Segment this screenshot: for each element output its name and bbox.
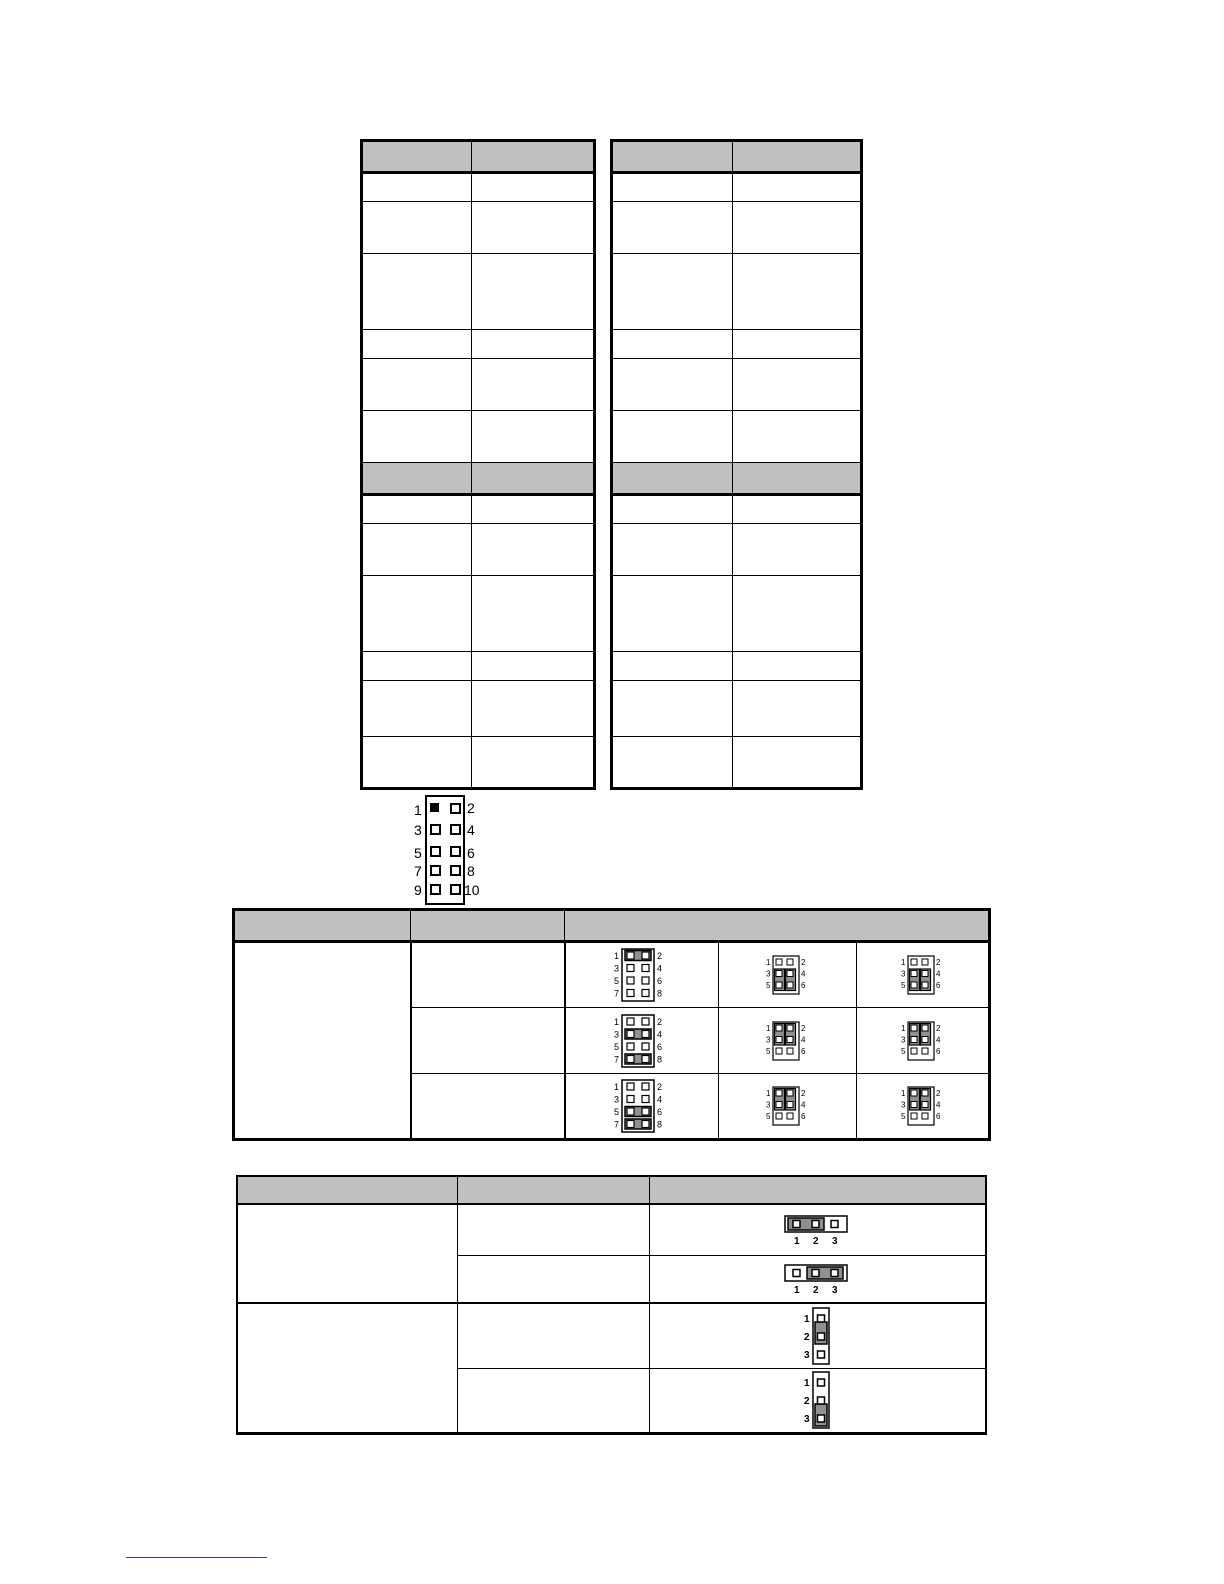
- jumper-8pin-cell: [565, 1074, 719, 1140]
- jumper-6pin-cell: [857, 1008, 990, 1074]
- pin-square: [776, 1102, 782, 1108]
- pin-square: [642, 965, 649, 972]
- pin-number: 3: [900, 1035, 905, 1044]
- pin-number: 3: [613, 963, 619, 974]
- pin-square: [922, 959, 928, 965]
- pin-square: [911, 1090, 917, 1096]
- jumper-8pin-cell: [565, 1008, 719, 1074]
- pin-number: 6: [800, 1112, 805, 1121]
- pin-square: [627, 1055, 634, 1062]
- pin-number: 5: [414, 845, 422, 861]
- pin-square: [818, 1379, 825, 1386]
- pin-square: [642, 1121, 649, 1128]
- pin-square: [642, 1083, 649, 1090]
- pin-square: [793, 1269, 800, 1276]
- pin-square: [831, 1269, 838, 1276]
- pin-square: [911, 1025, 917, 1031]
- jumper-8pin-diagram: [612, 1079, 672, 1133]
- jumper-6pin-diagram: [765, 955, 811, 995]
- pin-square: [627, 990, 634, 997]
- jumper-3pin-vertical-diagram: [797, 1370, 837, 1430]
- pin-number: 2: [813, 1235, 819, 1246]
- pin-number: 2: [935, 958, 940, 967]
- pin-square: [776, 1036, 782, 1042]
- pin-square: [831, 1220, 838, 1227]
- pin-square: [627, 1043, 634, 1050]
- pin-number: 2: [467, 800, 475, 816]
- pin-number: 3: [804, 1349, 810, 1361]
- jumper-3pin-horizontal-cell: [649, 1204, 986, 1255]
- pin-number: 6: [800, 1046, 805, 1056]
- pin-number: 4: [656, 1029, 662, 1039]
- pin-square: [642, 1096, 649, 1103]
- pin-square: [787, 1090, 793, 1096]
- pin-number: 5: [613, 976, 619, 986]
- pin-square: [642, 977, 649, 984]
- pin-number: 1: [613, 1016, 619, 1027]
- pin-number: 4: [935, 1035, 940, 1044]
- jumper-8pin-cell: [565, 942, 719, 1008]
- pin-number: 1: [765, 958, 770, 967]
- pin-square: [922, 1036, 928, 1042]
- jumper-table-1: [232, 908, 991, 1141]
- jumper-3pin-vertical-diagram: [797, 1306, 837, 1366]
- pin-square: [627, 1096, 634, 1103]
- pin-number: 1: [613, 1082, 619, 1092]
- pin-square: [787, 959, 793, 965]
- pin-square: [642, 1055, 649, 1062]
- pin-square: [922, 1102, 928, 1108]
- pin-square: [787, 1025, 793, 1031]
- pin-number: 2: [935, 1089, 940, 1098]
- pin-square: [627, 1121, 634, 1128]
- pin-square: [787, 1113, 793, 1119]
- jumper-8pin-diagram: [612, 948, 672, 1002]
- pin-number: 8: [656, 1054, 662, 1064]
- pin-square: [787, 1036, 793, 1042]
- pin-square: [450, 803, 461, 814]
- pin-square: [627, 977, 634, 984]
- pin-square: [627, 1083, 634, 1090]
- pin-number: 4: [656, 1094, 662, 1105]
- pin-square: [787, 1048, 793, 1054]
- jumper-6pin-cell: [719, 1008, 857, 1074]
- pin-number: 1: [613, 951, 619, 961]
- pin-number: 2: [656, 1016, 662, 1027]
- pin-square: [911, 971, 917, 977]
- pin-number: 2: [800, 1023, 805, 1033]
- pin-number: 8: [467, 863, 475, 879]
- pin-number: 5: [765, 981, 770, 990]
- pin-square: [776, 1090, 782, 1096]
- pin-square: [642, 1030, 649, 1037]
- pin-square: [818, 1415, 825, 1422]
- pin-number: 3: [832, 1284, 838, 1295]
- pin-square: [450, 865, 461, 876]
- pin-number: 6: [800, 981, 805, 990]
- pin-square: [776, 1113, 782, 1119]
- pin-square: [787, 982, 793, 988]
- jumper-6pin-diagram: [765, 1086, 811, 1126]
- pin-number: 1: [900, 1089, 905, 1098]
- pin-number: 3: [613, 1094, 619, 1105]
- pin-number: 7: [613, 988, 619, 999]
- pin-number: 1: [414, 802, 422, 818]
- jumper-6pin-cell: [857, 1074, 990, 1140]
- pin-number: 2: [656, 951, 662, 961]
- pin-number: 6: [467, 845, 475, 861]
- jumper-table-2: [236, 1175, 987, 1435]
- jumper-3pin-horizontal-diagram: [782, 1263, 852, 1295]
- pin-number: 2: [800, 1089, 805, 1098]
- pin-square: [450, 884, 461, 895]
- pin-square: [922, 1090, 928, 1096]
- pin-number: 1: [804, 1378, 810, 1389]
- pin-number: 3: [900, 1100, 905, 1110]
- jumper-3pin-vertical-cell: [649, 1368, 986, 1433]
- pin-square: [430, 846, 441, 857]
- footnote-rule: [126, 1557, 267, 1558]
- pin-1-square: [430, 803, 439, 812]
- pin-square: [911, 959, 917, 965]
- pin-square: [642, 990, 649, 997]
- pin-square: [922, 982, 928, 988]
- pin-number: 1: [900, 958, 905, 967]
- pin-square: [776, 982, 782, 988]
- pin-number: 5: [613, 1041, 619, 1052]
- pin-number: 6: [935, 1046, 940, 1056]
- pin-number: 2: [800, 958, 805, 967]
- jumper-6pin-diagram: [765, 1021, 811, 1061]
- pin-square: [450, 824, 461, 835]
- pin-number: 7: [414, 863, 422, 879]
- pin-number: 5: [765, 1046, 770, 1056]
- jumper-3pin-horizontal-cell: [649, 1255, 986, 1303]
- jumper-6pin-diagram: [900, 1021, 946, 1061]
- pin-number: 1: [765, 1023, 770, 1033]
- pin-number: 6: [656, 976, 662, 986]
- pin-number: 7: [613, 1119, 619, 1130]
- pin-number: 2: [656, 1082, 662, 1092]
- pin-number: 9: [414, 882, 422, 898]
- pin-number: 3: [765, 1035, 770, 1044]
- pin-square: [627, 952, 634, 959]
- jumper-3pin-horizontal-diagram: [782, 1214, 852, 1246]
- pin-square: [450, 846, 461, 857]
- pin-square: [812, 1269, 819, 1276]
- pin-number: 5: [900, 1112, 905, 1121]
- jumper-3pin-vertical-cell: [649, 1303, 986, 1368]
- pin-square: [627, 965, 634, 972]
- pin-square: [911, 1113, 917, 1119]
- pin-number: 5: [613, 1107, 619, 1117]
- pin-square: [776, 1048, 782, 1054]
- connector-diagram: [410, 795, 490, 905]
- pin-number: 10: [464, 882, 480, 898]
- pin-square: [911, 1048, 917, 1054]
- pin-number: 1: [794, 1284, 800, 1295]
- pin-number: 6: [656, 1041, 662, 1052]
- pin-number: 5: [900, 981, 905, 990]
- pin-square: [922, 1048, 928, 1054]
- jumper-6pin-cell: [857, 942, 990, 1008]
- pin-square: [430, 824, 441, 835]
- pin-square: [776, 1025, 782, 1031]
- jumper-6pin-diagram: [900, 1086, 946, 1126]
- pin-number: 1: [804, 1313, 810, 1325]
- pin-square: [818, 1333, 825, 1340]
- pin-square: [642, 952, 649, 959]
- pin-table-right: [610, 139, 863, 790]
- pin-number: 3: [765, 969, 770, 979]
- pin-square: [627, 1108, 634, 1115]
- pin-square: [922, 1113, 928, 1119]
- pin-square: [642, 1018, 649, 1025]
- pin-number: 6: [935, 1112, 940, 1121]
- pin-number: 2: [804, 1331, 810, 1343]
- jumper-6pin-cell: [719, 1074, 857, 1140]
- pin-number: 2: [935, 1023, 940, 1033]
- pin-square: [776, 971, 782, 977]
- pin-number: 2: [804, 1396, 810, 1407]
- pin-square: [430, 865, 441, 876]
- jumper-6pin-diagram: [900, 955, 946, 995]
- jumper-8pin-diagram: [612, 1014, 672, 1068]
- pin-square: [818, 1351, 825, 1358]
- jumper-6pin-cell: [719, 942, 857, 1008]
- pin-number: 4: [656, 963, 662, 974]
- pin-square: [430, 884, 441, 895]
- pin-square: [627, 1018, 634, 1025]
- pin-number: 1: [794, 1235, 800, 1246]
- pin-number: 2: [813, 1284, 819, 1295]
- pin-number: 3: [414, 822, 422, 838]
- pin-square: [642, 1043, 649, 1050]
- pin-square: [911, 1102, 917, 1108]
- pin-number: 1: [900, 1023, 905, 1033]
- pin-square: [787, 971, 793, 977]
- pin-number: 3: [900, 969, 905, 979]
- pin-number: 4: [800, 1100, 805, 1110]
- pin-square: [922, 1025, 928, 1031]
- pin-number: 6: [935, 981, 940, 990]
- pin-square: [642, 1108, 649, 1115]
- pin-square: [627, 1030, 634, 1037]
- pin-number: 3: [832, 1235, 838, 1246]
- pin-square: [911, 1036, 917, 1042]
- pin-number: 8: [656, 988, 662, 999]
- pin-number: 3: [765, 1100, 770, 1110]
- pin-square: [818, 1397, 825, 1404]
- pin-table-left: [360, 139, 596, 790]
- pin-square: [911, 982, 917, 988]
- pin-number: 1: [765, 1089, 770, 1098]
- pin-square: [812, 1220, 819, 1227]
- pin-number: 6: [656, 1107, 662, 1117]
- pin-number: 3: [613, 1029, 619, 1039]
- pin-square: [787, 1102, 793, 1108]
- pin-number: 4: [935, 969, 940, 979]
- pin-square: [776, 959, 782, 965]
- pin-square: [818, 1315, 825, 1322]
- pin-number: 5: [900, 1046, 905, 1056]
- pin-number: 5: [765, 1112, 770, 1121]
- pin-square: [922, 971, 928, 977]
- pin-number: 4: [467, 822, 475, 838]
- pin-number: 7: [613, 1054, 619, 1064]
- pin-square: [793, 1220, 800, 1227]
- pin-number: 8: [656, 1119, 662, 1130]
- pin-number: 3: [804, 1414, 810, 1425]
- pin-number: 4: [800, 969, 805, 979]
- pin-number: 4: [935, 1100, 940, 1110]
- pin-number: 4: [800, 1035, 805, 1044]
